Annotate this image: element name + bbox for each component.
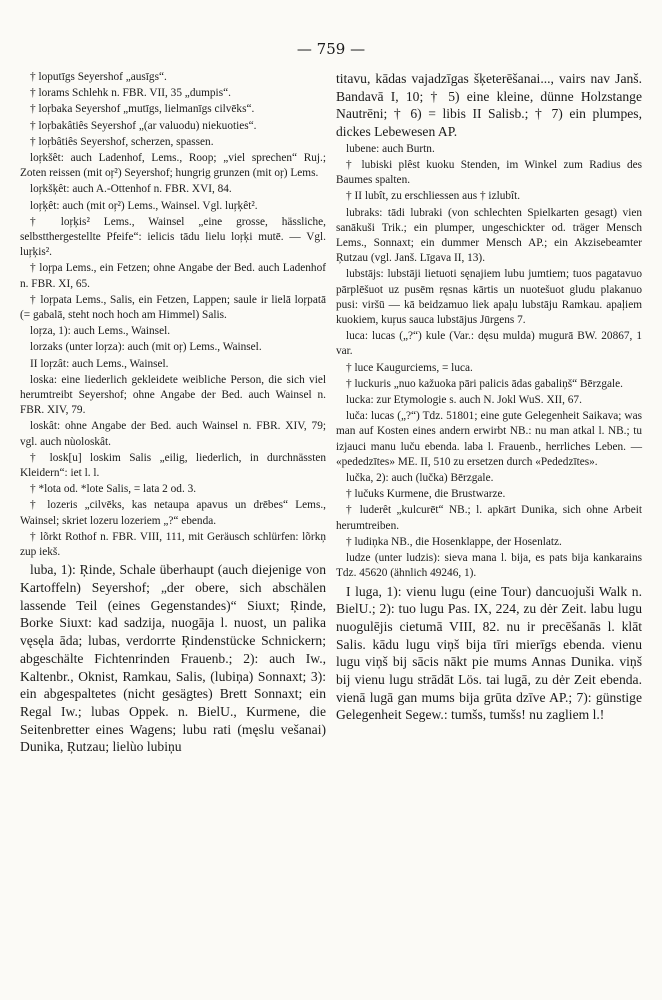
dictionary-entry: I luga, 1): vienu lugu (eine Tour) dancuojuši Walk n. BielU.; 2): tuo lugu Pas. IX, 224, zu dėr Zeit. labu lugu nuogulējis cietumā VIII, 82. nu ir precēšanās l. klāt Salis. kādu lugu viņš bija tīri mierīgs ebenda. vienu lugu viņš bij sācis nākt pie mums Annas Dunika. viņš bij vienu lugu strādāt Lös. tai lugā, zu dėr Zeit ebenda. vienā lugā gan mums bija grūta dzīve AP.; 7): günstige Gelegenheit Segew.: tumšs, tumšs! nu zagliem l.! (336, 583, 642, 723)
dictionary-entry: loska: eine liederlich gekleidete weibliche Person, die sich viel herumtreibt Seyershof; ohne Angabe der Bed. auch Wainsel n. FBR. XIV, 79. (20, 373, 326, 417)
dictionary-entry: lubene: auch Burtn. (346, 142, 435, 155)
dictionary-entry: lubraks: tādi lubraki (von schlechten Spielkarten gesagt) vien sanākuši Trik.; ein plumper, ungeschickter od. träger Mensch Lems., Sonnaxt; ein dummer Mensch AP.; ein Akzisebeamter Ŗutzau (vgl. Janš. Līgava II, 13). (336, 206, 642, 265)
dictionary-entry: † loŗķis² Lems., Wainsel „eine grosse, hässliche, selbstthergestellte Pfeife“: ielicis tādu lielu loŗķi mutē. — Vgl. luŗķis². (20, 215, 326, 259)
dictionary-entry: loŗza, 1): auch Lems., Wainsel. (30, 325, 171, 338)
dictionary-entry: titavu, kādas vajadzīgas šķeterēšanai..., vairs nav Janš. Bandavā I, 10; † 5) eine kleine, dünne Holzstange Nautrēni; † 6) = libis II Salisb.; † 7) ein plumpes, dickes Lebewesen AP. (336, 71, 642, 140)
dictionary-entry: † luderêt „kulcurēt“ NB.; l. apkārt Dunika, sich ohne Arbeit herumtreiben. (336, 504, 642, 532)
dictionary-entry: † loŗbâtiês Seyershof, scherzen, spassen. (30, 135, 214, 148)
dictionary-entry: † lozeris „cilvēks, kas netaupa apavus un drēbes“ Lems., Wainsel; skriet lozeru lozeriem „?“ ebenda. (20, 499, 326, 527)
dictionary-entry: lučka, 2): auch (lučka) Bērzgale. (346, 472, 494, 485)
dictionary-entry: loskât: ohne Angabe der Bed. auch Wainsel n. FBR. XIV, 79; vgl. auch nùoloskât. (20, 420, 326, 448)
dictionary-entry: lorzaks (unter loŗza): auch (mit oŗ) Lems., Wainsel. (30, 341, 262, 354)
dictionary-entry: † ludiņka NB., die Hosenklappe, der Hosenlatz. (346, 535, 562, 548)
dictionary-entry: lubstājs: lubstāji lietuoti sęnajiem lubu jumtiem; tuos pagatavuo pārplēšuot uz pusēm ręsnas kārtis un nuotešuot gludu plakanuo pusi: viršū — kā beidzamuo liek apaļu lubstāju Ramkau. apaļiem kuokiem, kuŗus sauca lubstājus Jūrgens 7. (336, 268, 642, 327)
dictionary-entry: loŗkšķêt: auch A.-Ottenhof n. FBR. XVI, 84. (30, 183, 232, 196)
page-number: — 759 — (296, 40, 366, 58)
dictionary-entry: II loŗzât: auch Lems., Wainsel. (30, 357, 169, 370)
dictionary-entry: † luce Kaugurciems, = luca. (346, 361, 473, 374)
dictionary-entry: † loŗpa Lems., ein Fetzen; ohne Angabe der Bed. auch Ladenhof n. FBR. XI, 65. (20, 262, 326, 290)
dictionary-entry: † loŗbakâtiês Seyershof „(ar valuodu) niekuoties“. (30, 119, 257, 132)
dictionary-entry: † lõrkt Rothof n. FBR. VIII, 111, mit Geräusch schlürfen: lõrkņ zup iekš. (20, 530, 326, 559)
dictionary-entry: † II lubît, zu erschliessen aus † izlubît. (346, 190, 521, 203)
right-column (336, 70, 642, 725)
dictionary-entry: † loputīgs Seyershof „ausīgs“. (30, 71, 167, 83)
left-column (20, 70, 326, 757)
dictionary-entry: † *lota od. *lote Salis, = lata 2 od. 3. (30, 483, 197, 496)
dictionary-entry: loŗķêt: auch (mit oŗ²) Lems., Wainsel. Vgl. luŗķêt². (30, 199, 258, 212)
dictionary-entry: † lubiski plêst kuoku Stenden, im Winkel zum Radius des Baumes spalten. (336, 159, 642, 187)
dictionary-entry: † losk[u] loskim Salis „eilig, liederlich, in durchnässten Kleidern“: iet l. l. (20, 451, 326, 480)
dictionary-entry: lucka: zur Etymologie s. auch N. Jokl WuS. XII, 67. (346, 394, 582, 407)
dictionary-entry: † luckuris „nuo kažuoka pāri palicis ādas gabaliņš“ Bērzgale. (346, 377, 623, 390)
dictionary-entry: † lorams Schlehk n. FBR. VII, 35 „dumpis“. (30, 87, 231, 100)
dictionary-entry: luca: lucas („?“) kule (Var.: dęsu mulda) mugurā BW. 20867, 1 var. (336, 330, 642, 358)
dictionary-entry: ludze (unter ludzis): sieva mana l. bija, es pats bija kankarains Tdz. 45620 (ähnlich 49246, 1). (336, 552, 642, 580)
dictionary-entry: † loŗbaka Seyershof „mutīgs, lielmanīgs cilvēks“. (30, 103, 255, 116)
dictionary-entry: loŗkšêt: auch Ladenhof, Lems., Roop; „viel sprechen“ Ruj.; Zoten reissen (mit oŗ²) Seyershof; hungrig grunzen (mit oŗ) Lems. (20, 152, 326, 180)
dictionary-entry: luba, 1): Ŗinde, Schale überhaupt (auch diejenige von Kartoffeln) Seyershof; „der obere, sich abschälen lassende Teil (eines Gegenstandes)“ Siuxt; Ŗinde, Borke Siuxt: kad sadzija, nuogāja l. nuost, un palika vęsęla āda; lubas, verdorrte Ŗindenstücke Schnickern; abgeschälte Fichtenrinden Frauenb.; 2): auch Iw., Kaltenbr., Oknist, Ramkau, Salis, (lubiņa) Sonnaxt; 3): ein abgespaltetes (nicht gesägtes) Brett Sonnaxt; ein Regal Iw.; lubas Oppek. n. BielU., Kurmene, die Seitenbretter eines Wagens; lubu rati (męslu vešanai) Dunika, Ŗutzau; lielùo lubiņu (20, 562, 326, 755)
dictionary-entry: † loŗpata Lems., Salis, ein Fetzen, Lappen; saule ir lielā loŗpatā (= gabalā, steht noch hoch am Himmel) Salis. (20, 293, 326, 322)
dictionary-entry: † lučuks Kurmene, die Brustwarze. (346, 488, 506, 501)
dictionary-entry: luča: lucas („?“) Tdz. 51801; eine gute Gelegenheit Saikava; was man auf Kosten eines andern erwirbt NB.: nu man atkal l. NB.; tu izjauci manu luču ebenda. laba l. Frauenb., herrliches Leben. — «pededzītes» ME. II, 510 zu ersetzen durch «Pededzītes». (336, 410, 642, 468)
